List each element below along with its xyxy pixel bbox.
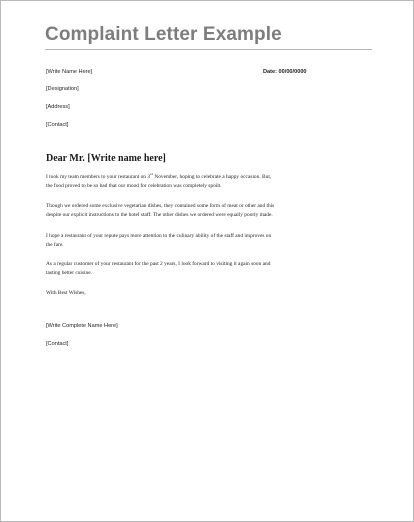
paragraph-3: [46, 232, 376, 250]
paragraph-line: Though we ordered some exclusive vegetarian dishes, they contained some form of meat or other and this: [46, 203, 275, 209]
paragraph-line: despite our explicit instructions to the hotel staff. The other dishes we ordered were equally poorly made.: [46, 212, 273, 218]
sender-contact: [Contact]: [46, 122, 69, 128]
closing-line: [46, 289, 376, 298]
paragraph-line: the food proved to be so bad that our mood for celebration was completely spoilt.: [46, 183, 222, 189]
sender-designation: [Designation]: [46, 86, 79, 92]
salutation: Dear Mr. [Write name here]: [46, 153, 166, 164]
signature-contact: [Contact]: [46, 341, 69, 347]
paragraph-4: [46, 260, 376, 278]
signature-name: [Write Complete Name Here]: [46, 323, 118, 329]
paragraph-line: the fare.: [46, 242, 64, 248]
paragraph-line: I took my team members to your restaurant on 3rd November, hoping to celebrate a happy occasion. But,: [46, 172, 272, 180]
paragraph-line: I hope a restaurant of your repute pays more attention to the culinary ability of the staff and improves on: [46, 233, 272, 239]
closing-text: With Best Wishes,: [46, 290, 86, 296]
paragraph-2: [46, 202, 376, 220]
letter-date: Date: 00/00/0000: [263, 69, 307, 75]
paragraph-1: [46, 173, 376, 191]
sender-name: [Write Name Here]: [46, 69, 93, 75]
title-divider: [45, 49, 372, 50]
document-title: Complaint Letter Example: [45, 24, 282, 45]
sender-address: [Address]: [46, 104, 70, 110]
paragraph-line: As a regular customer of your restaurant for the past 2 years, I look forward to visiting it again soon and: [46, 261, 271, 267]
paragraph-line: tasting better cuisine.: [46, 270, 92, 276]
